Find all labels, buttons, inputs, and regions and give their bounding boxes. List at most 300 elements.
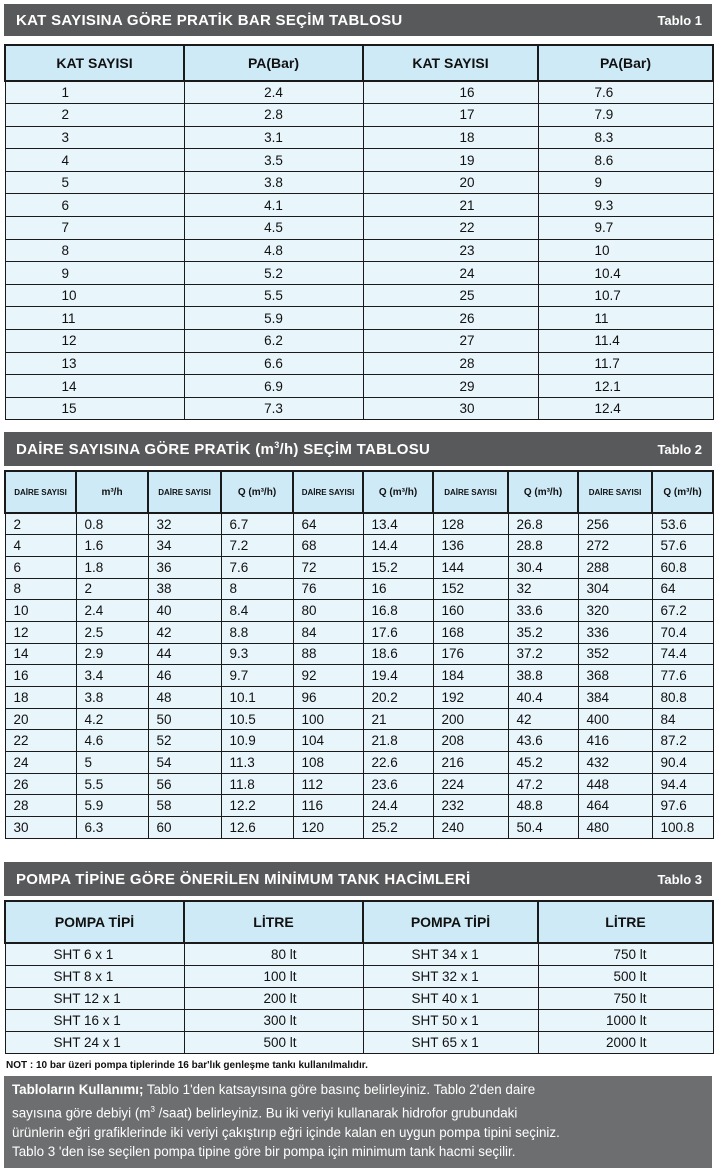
tablo2-cell: 108 [293, 752, 363, 774]
tablo2-cell: 464 [578, 795, 652, 817]
tablo2-cell: 5.9 [76, 795, 148, 817]
tablo2-cell: 10.9 [221, 730, 293, 752]
tablo1-label: Tablo 1 [657, 12, 702, 28]
tablo2-cell: 224 [433, 773, 508, 795]
tablo1-cell: 9.7 [538, 217, 713, 240]
tablo1-cell: 30 [363, 397, 538, 420]
tablo1-cell: 5 [5, 171, 184, 194]
table-row [5, 987, 713, 1009]
tablo2-cell: 200 [433, 708, 508, 730]
tablo2-cell: 60 [148, 817, 221, 839]
usage-line: sayısına göre debiyi ($m^3$ /saat) belirleyiniz. Bu iki veriyi kullanarak hidrofor grubundaki [12, 1104, 518, 1121]
tablo2-cell: 23.6 [363, 773, 433, 795]
tablo2-cell: 14.4 [363, 535, 433, 557]
tablo2-cell: 34 [148, 535, 221, 557]
tablo3-cell: SHT 16 x 1 [5, 1009, 184, 1031]
tablo2-cell: 216 [433, 752, 508, 774]
tablo3-header: LİTRE [184, 901, 363, 943]
tablo2-cell: 0.8 [76, 513, 148, 535]
tablo2-header-row [5, 471, 713, 513]
tablo3-cell: 1000 lt [538, 1009, 713, 1031]
tablo1-cell: 9 [5, 262, 184, 285]
tablo1-title-bar [4, 4, 712, 36]
tablo3-cell: 750 lt [538, 987, 713, 1009]
table-row [5, 687, 713, 709]
tablo2-cell: 97.6 [652, 795, 713, 817]
tablo2-cell: 26 [5, 773, 76, 795]
tablo2-cell: 30.4 [508, 556, 578, 578]
tablo3-cell: 500 lt [538, 965, 713, 987]
tablo1-cell: 19 [363, 149, 538, 172]
tablo2-cell: 11.3 [221, 752, 293, 774]
tablo1-cell: 2 [5, 104, 184, 127]
tablo2-cell: 14 [5, 643, 76, 665]
tablo2-label: Tablo 2 [657, 441, 702, 457]
tablo2-cell: 16.8 [363, 600, 433, 622]
tablo2-cell: 4 [5, 535, 76, 557]
tablo2-header: Q (m³/h) [363, 471, 433, 513]
tablo3-cell: 2000 lt [538, 1031, 713, 1053]
tablo1-cell: 27 [363, 330, 538, 353]
table-row [5, 307, 713, 330]
tablo1-cell: 17 [363, 104, 538, 127]
usage-line: Tabloların Kullanımı; Tablo 1'den katsayısına göre basınç belirleyiniz. Tablo 2'den daire [12, 1082, 536, 1097]
tablo2-cell: 54 [148, 752, 221, 774]
tablo2-cell: 7.6 [221, 556, 293, 578]
table-row [5, 535, 713, 557]
table-row [5, 81, 713, 104]
tablo1-header: KAT SAYISI [363, 45, 538, 81]
table-row [5, 375, 713, 398]
tablo3-cell: SHT 40 x 1 [363, 987, 538, 1009]
tablo2-cell: 22 [5, 730, 76, 752]
tablo2-cell: 11.8 [221, 773, 293, 795]
tablo2-cell: 120 [293, 817, 363, 839]
tablo2-cell: 3.8 [76, 687, 148, 709]
tablo2-cell: 6.3 [76, 817, 148, 839]
tablo3-header-row [5, 901, 713, 943]
tablo3-cell: SHT 34 x 1 [363, 943, 538, 965]
tablo2-cell: 42 [508, 708, 578, 730]
tablo3-header: POMPA TİPİ [5, 901, 184, 943]
tablo2-cell: 26.8 [508, 513, 578, 535]
tablo1-cell: 7.9 [538, 104, 713, 127]
tablo2-cell: 48.8 [508, 795, 578, 817]
tablo2-cell: 336 [578, 621, 652, 643]
tablo1-cell: 3.1 [184, 126, 363, 149]
tablo1-cell: 26 [363, 307, 538, 330]
tablo2-cell: 80.8 [652, 687, 713, 709]
tablo2-cell: 192 [433, 687, 508, 709]
tablo1-cell: 10 [5, 284, 184, 307]
table-row [5, 171, 713, 194]
tablo3-table [4, 900, 714, 1054]
table-row [5, 730, 713, 752]
tablo2-cell: 12 [5, 621, 76, 643]
tablo1-header-row [5, 45, 713, 81]
tablo3-cell: 500 lt [184, 1031, 363, 1053]
tablo3-cell: SHT 65 x 1 [363, 1031, 538, 1053]
tablo3-cell: SHT 8 x 1 [5, 965, 184, 987]
tablo3-cell: SHT 24 x 1 [5, 1031, 184, 1053]
tablo2-cell: 10.5 [221, 708, 293, 730]
tablo2-cell: 2.5 [76, 621, 148, 643]
tablo1-cell: 1 [5, 81, 184, 104]
table-row [5, 284, 713, 307]
tablo1-cell: 7.6 [538, 81, 713, 104]
tablo2-cell: 25.2 [363, 817, 433, 839]
tablo3-cell: 100 lt [184, 965, 363, 987]
tablo2-cell: 8 [5, 578, 76, 600]
tablo2-cell: 64 [652, 578, 713, 600]
tablo2-cell: 104 [293, 730, 363, 752]
tablo2-cell: 5.5 [76, 773, 148, 795]
tablo2-cell: 70.4 [652, 621, 713, 643]
tablo2-cell: 16 [5, 665, 76, 687]
tablo3-cell: 750 lt [538, 943, 713, 965]
usage-title: Tabloların Kullanımı; [12, 1082, 144, 1097]
tablo2-cell: 18.6 [363, 643, 433, 665]
tablo2-cell: 68 [293, 535, 363, 557]
tablo2-cell: 50.4 [508, 817, 578, 839]
tablo2-cell: 94.4 [652, 773, 713, 795]
tablo2-title: DAİRE SAYISINA GÖRE PRATİK $(m^3/h)$ SEÇİM TABLOSU [16, 440, 431, 458]
tablo1-header: PA(Bar) [538, 45, 713, 81]
tablo1-cell: 15 [5, 397, 184, 420]
tablo2-cell: 184 [433, 665, 508, 687]
tablo1-cell: 4.8 [184, 239, 363, 262]
tablo2-cell: 24.4 [363, 795, 433, 817]
tablo1-cell: 10.4 [538, 262, 713, 285]
tablo1-cell: 6 [5, 194, 184, 217]
tablo2-cell: 76 [293, 578, 363, 600]
tablo2-cell: 84 [293, 621, 363, 643]
table-row [5, 600, 713, 622]
tablo2-cell: 16 [363, 578, 433, 600]
tablo1-cell: 25 [363, 284, 538, 307]
tablo1-cell: 5.5 [184, 284, 363, 307]
tablo2-cell: 272 [578, 535, 652, 557]
table-row [5, 1009, 713, 1031]
tablo2-cell: 8.4 [221, 600, 293, 622]
tablo1-cell: 29 [363, 375, 538, 398]
tablo2-cell: 4.2 [76, 708, 148, 730]
tablo2-cell: 56 [148, 773, 221, 795]
tablo2-cell: 44 [148, 643, 221, 665]
tablo2-cell: 52 [148, 730, 221, 752]
table-row [5, 556, 713, 578]
tablo1-cell: 4.5 [184, 217, 363, 240]
table-row [5, 217, 713, 240]
tablo1-cell: 12 [5, 330, 184, 353]
tablo1-cell: 4.1 [184, 194, 363, 217]
tablo2-cell: 24 [5, 752, 76, 774]
tablo2-cell: 432 [578, 752, 652, 774]
usage-line: Tablo 3 'den ise seçilen pompa tipine göre bir pompa için minimum tank hacmi seçilir. [12, 1144, 516, 1160]
tablo1-cell: 13 [5, 352, 184, 375]
tablo3-header: POMPA TİPİ [363, 901, 538, 943]
tablo2-cell: 35.2 [508, 621, 578, 643]
tablo2-title-bar [4, 432, 712, 466]
tablo2-cell: 480 [578, 817, 652, 839]
tablo2-header: Q (m³/h) [221, 471, 293, 513]
tablo2-cell: 160 [433, 600, 508, 622]
tablo2-cell: 112 [293, 773, 363, 795]
table-row [5, 817, 713, 839]
tablo2-cell: 2.4 [76, 600, 148, 622]
table-row [5, 126, 713, 149]
tablo2-cell: 36 [148, 556, 221, 578]
note-text: NOT : 10 bar üzeri pompa tiplerinde 16 bar'lık genleşme tankı kullanılmalıdır. [6, 1060, 368, 1071]
tablo2-cell: 80 [293, 600, 363, 622]
tablo1-cell: 6.9 [184, 375, 363, 398]
tablo2-cell: 20.2 [363, 687, 433, 709]
tablo2-cell: 28 [5, 795, 76, 817]
tablo2-cell: 21.8 [363, 730, 433, 752]
tablo2-cell: 100.8 [652, 817, 713, 839]
table-row [5, 262, 713, 285]
tablo3-label: Tablo 3 [657, 871, 702, 887]
tablo3-title: POMPA TİPİNE GÖRE ÖNERİLEN MİNİMUM TANK HACİMLERİ [16, 870, 471, 888]
tablo2-cell: 77.6 [652, 665, 713, 687]
tablo1-cell: 21 [363, 194, 538, 217]
table-row [5, 397, 713, 420]
tablo2-cell: 13.4 [363, 513, 433, 535]
tablo1-cell: 3.5 [184, 149, 363, 172]
tablo2-header: DAİRE SAYISI [5, 471, 76, 513]
tablo2-cell: 400 [578, 708, 652, 730]
table-row [5, 621, 713, 643]
tablo2-cell: 8 [221, 578, 293, 600]
tablo2-cell: 50 [148, 708, 221, 730]
tablo3-title-bar [4, 862, 712, 896]
tablo1-cell: 14 [5, 375, 184, 398]
tablo2-cell: 64 [293, 513, 363, 535]
table-row [5, 708, 713, 730]
tablo1-cell: 3 [5, 126, 184, 149]
tablo2-cell: 152 [433, 578, 508, 600]
tablo2-cell: 18 [5, 687, 76, 709]
tablo1-cell: 4 [5, 149, 184, 172]
tablo1-cell: 10 [538, 239, 713, 262]
table-row [5, 943, 713, 965]
table-row [5, 1031, 713, 1053]
tablo1-cell: 7.3 [184, 397, 363, 420]
tablo2-cell: 240 [433, 817, 508, 839]
tablo2-cell: 72 [293, 556, 363, 578]
tablo2-cell: 6.7 [221, 513, 293, 535]
tablo2-cell: 22.6 [363, 752, 433, 774]
tablo2-cell: 144 [433, 556, 508, 578]
tablo1-cell: 6.6 [184, 352, 363, 375]
tablo2-cell: 8.8 [221, 621, 293, 643]
tablo3-header: LİTRE [538, 901, 713, 943]
tablo1-title: KAT SAYISINA GÖRE PRATİK BAR SEÇİM TABLOSU [16, 11, 403, 29]
tablo1-table [4, 44, 714, 420]
tablo2-cell: 32 [508, 578, 578, 600]
tablo2-cell: 368 [578, 665, 652, 687]
tablo2-cell: 320 [578, 600, 652, 622]
tablo2-cell: 128 [433, 513, 508, 535]
tablo2-cell: 30 [5, 817, 76, 839]
tablo2-cell: 15.2 [363, 556, 433, 578]
table-row [5, 773, 713, 795]
tablo1-cell: 22 [363, 217, 538, 240]
table-row [5, 665, 713, 687]
tablo2-cell: 448 [578, 773, 652, 795]
tablo2-cell: 232 [433, 795, 508, 817]
tablo2-cell: 208 [433, 730, 508, 752]
tablo2-cell: 48 [148, 687, 221, 709]
tablo1-cell: 2.4 [184, 81, 363, 104]
table-row [5, 965, 713, 987]
tablo2-cell: 288 [578, 556, 652, 578]
tablo2-cell: 58 [148, 795, 221, 817]
tablo1-cell: 2.8 [184, 104, 363, 127]
tablo2-cell: 87.2 [652, 730, 713, 752]
tablo1-cell: 16 [363, 81, 538, 104]
tablo2-cell: 74.4 [652, 643, 713, 665]
tablo2-cell: 17.6 [363, 621, 433, 643]
tablo1-header: KAT SAYISI [5, 45, 184, 81]
tablo1-cell: 11.7 [538, 352, 713, 375]
tablo2-table [4, 470, 714, 839]
tablo2-cell: 45.2 [508, 752, 578, 774]
tablo2-cell: 90.4 [652, 752, 713, 774]
tablo2-header: DAİRE SAYISI [578, 471, 652, 513]
table-row [5, 795, 713, 817]
tablo1-cell: 23 [363, 239, 538, 262]
tablo1-header: PA(Bar) [184, 45, 363, 81]
tablo2-cell: 9.3 [221, 643, 293, 665]
tablo2-cell: 2.9 [76, 643, 148, 665]
tablo2-cell: 2 [76, 578, 148, 600]
tablo2-cell: 2 [5, 513, 76, 535]
tablo2-cell: 53.6 [652, 513, 713, 535]
tablo3-cell: SHT 12 x 1 [5, 987, 184, 1009]
tablo2-header: m³/h [76, 471, 148, 513]
tablo2-header: Q (m³/h) [652, 471, 713, 513]
tablo2-cell: 12.6 [221, 817, 293, 839]
tablo2-cell: 46 [148, 665, 221, 687]
tablo2-header: Q (m³/h) [508, 471, 578, 513]
tablo1-cell: 8 [5, 239, 184, 262]
tablo2-cell: 168 [433, 621, 508, 643]
tablo2-cell: 32 [148, 513, 221, 535]
table-row [5, 578, 713, 600]
tablo3-cell: SHT 32 x 1 [363, 965, 538, 987]
tablo1-cell: 9 [538, 171, 713, 194]
tablo1-cell: 8.6 [538, 149, 713, 172]
table-row [5, 643, 713, 665]
tablo2-cell: 304 [578, 578, 652, 600]
tablo2-cell: 3.4 [76, 665, 148, 687]
tablo2-cell: 67.2 [652, 600, 713, 622]
tablo1-cell: 11 [5, 307, 184, 330]
tablo2-cell: 88 [293, 643, 363, 665]
tablo2-cell: 9.7 [221, 665, 293, 687]
tablo3-cell: SHT 6 x 1 [5, 943, 184, 965]
tablo2-cell: 21 [363, 708, 433, 730]
tablo2-cell: 352 [578, 643, 652, 665]
tablo2-cell: 38 [148, 578, 221, 600]
table-row [5, 239, 713, 262]
tablo2-cell: 28.8 [508, 535, 578, 557]
table-row [5, 330, 713, 353]
tablo2-cell: 10.1 [221, 687, 293, 709]
tablo2-cell: 37.2 [508, 643, 578, 665]
table-row [5, 104, 713, 127]
tablo1-cell: 12.1 [538, 375, 713, 398]
tablo1-cell: 12.4 [538, 397, 713, 420]
tablo1-cell: 7 [5, 217, 184, 240]
tablo1-cell: 11 [538, 307, 713, 330]
tablo2-cell: 6 [5, 556, 76, 578]
tablo2-header: DAİRE SAYISI [293, 471, 363, 513]
tablo2-cell: 96 [293, 687, 363, 709]
usage-box [4, 1076, 712, 1168]
tablo1-cell: 8.3 [538, 126, 713, 149]
tablo2-cell: 20 [5, 708, 76, 730]
tablo2-header: DAİRE SAYISI [433, 471, 508, 513]
tablo2-cell: 116 [293, 795, 363, 817]
tablo2-cell: 12.2 [221, 795, 293, 817]
tablo3-cell: 200 lt [184, 987, 363, 1009]
tablo2-cell: 384 [578, 687, 652, 709]
tablo2-cell: 47.2 [508, 773, 578, 795]
tablo2-cell: 84 [652, 708, 713, 730]
tablo2-cell: 10 [5, 600, 76, 622]
tablo2-cell: 1.6 [76, 535, 148, 557]
tablo2-cell: 57.6 [652, 535, 713, 557]
tablo3-cell: SHT 50 x 1 [363, 1009, 538, 1031]
tablo2-cell: 256 [578, 513, 652, 535]
tablo3-cell: 300 lt [184, 1009, 363, 1031]
tablo2-cell: 38.8 [508, 665, 578, 687]
table-row [5, 194, 713, 217]
tablo1-cell: 5.2 [184, 262, 363, 285]
tablo2-cell: 416 [578, 730, 652, 752]
tablo2-cell: 92 [293, 665, 363, 687]
tablo1-cell: 3.8 [184, 171, 363, 194]
tablo2-cell: 136 [433, 535, 508, 557]
tablo3-cell: 80 lt [184, 943, 363, 965]
tablo1-cell: 6.2 [184, 330, 363, 353]
tablo2-cell: 33.6 [508, 600, 578, 622]
tablo2-cell: 60.8 [652, 556, 713, 578]
table-row [5, 149, 713, 172]
tablo2-cell: 4.6 [76, 730, 148, 752]
tablo2-cell: 176 [433, 643, 508, 665]
tablo1-cell: 24 [363, 262, 538, 285]
tablo1-cell: 5.9 [184, 307, 363, 330]
tablo2-cell: 1.8 [76, 556, 148, 578]
tablo1-cell: 28 [363, 352, 538, 375]
table-row [5, 513, 713, 535]
tablo2-cell: 100 [293, 708, 363, 730]
tablo1-cell: 9.3 [538, 194, 713, 217]
tablo1-cell: 10.7 [538, 284, 713, 307]
tablo1-cell: 11.4 [538, 330, 713, 353]
table-row [5, 352, 713, 375]
tablo2-cell: 5 [76, 752, 148, 774]
tablo2-cell: 40.4 [508, 687, 578, 709]
tablo2-header: DAİRE SAYISI [148, 471, 221, 513]
tablo1-cell: 18 [363, 126, 538, 149]
usage-line: ürünlerin eğri grafiklerinde iki veriyi çakıştırıp eğri içinde kalan en uygun pompa tipini seçiniz. [12, 1124, 560, 1140]
tablo1-cell: 20 [363, 171, 538, 194]
tablo2-cell: 40 [148, 600, 221, 622]
